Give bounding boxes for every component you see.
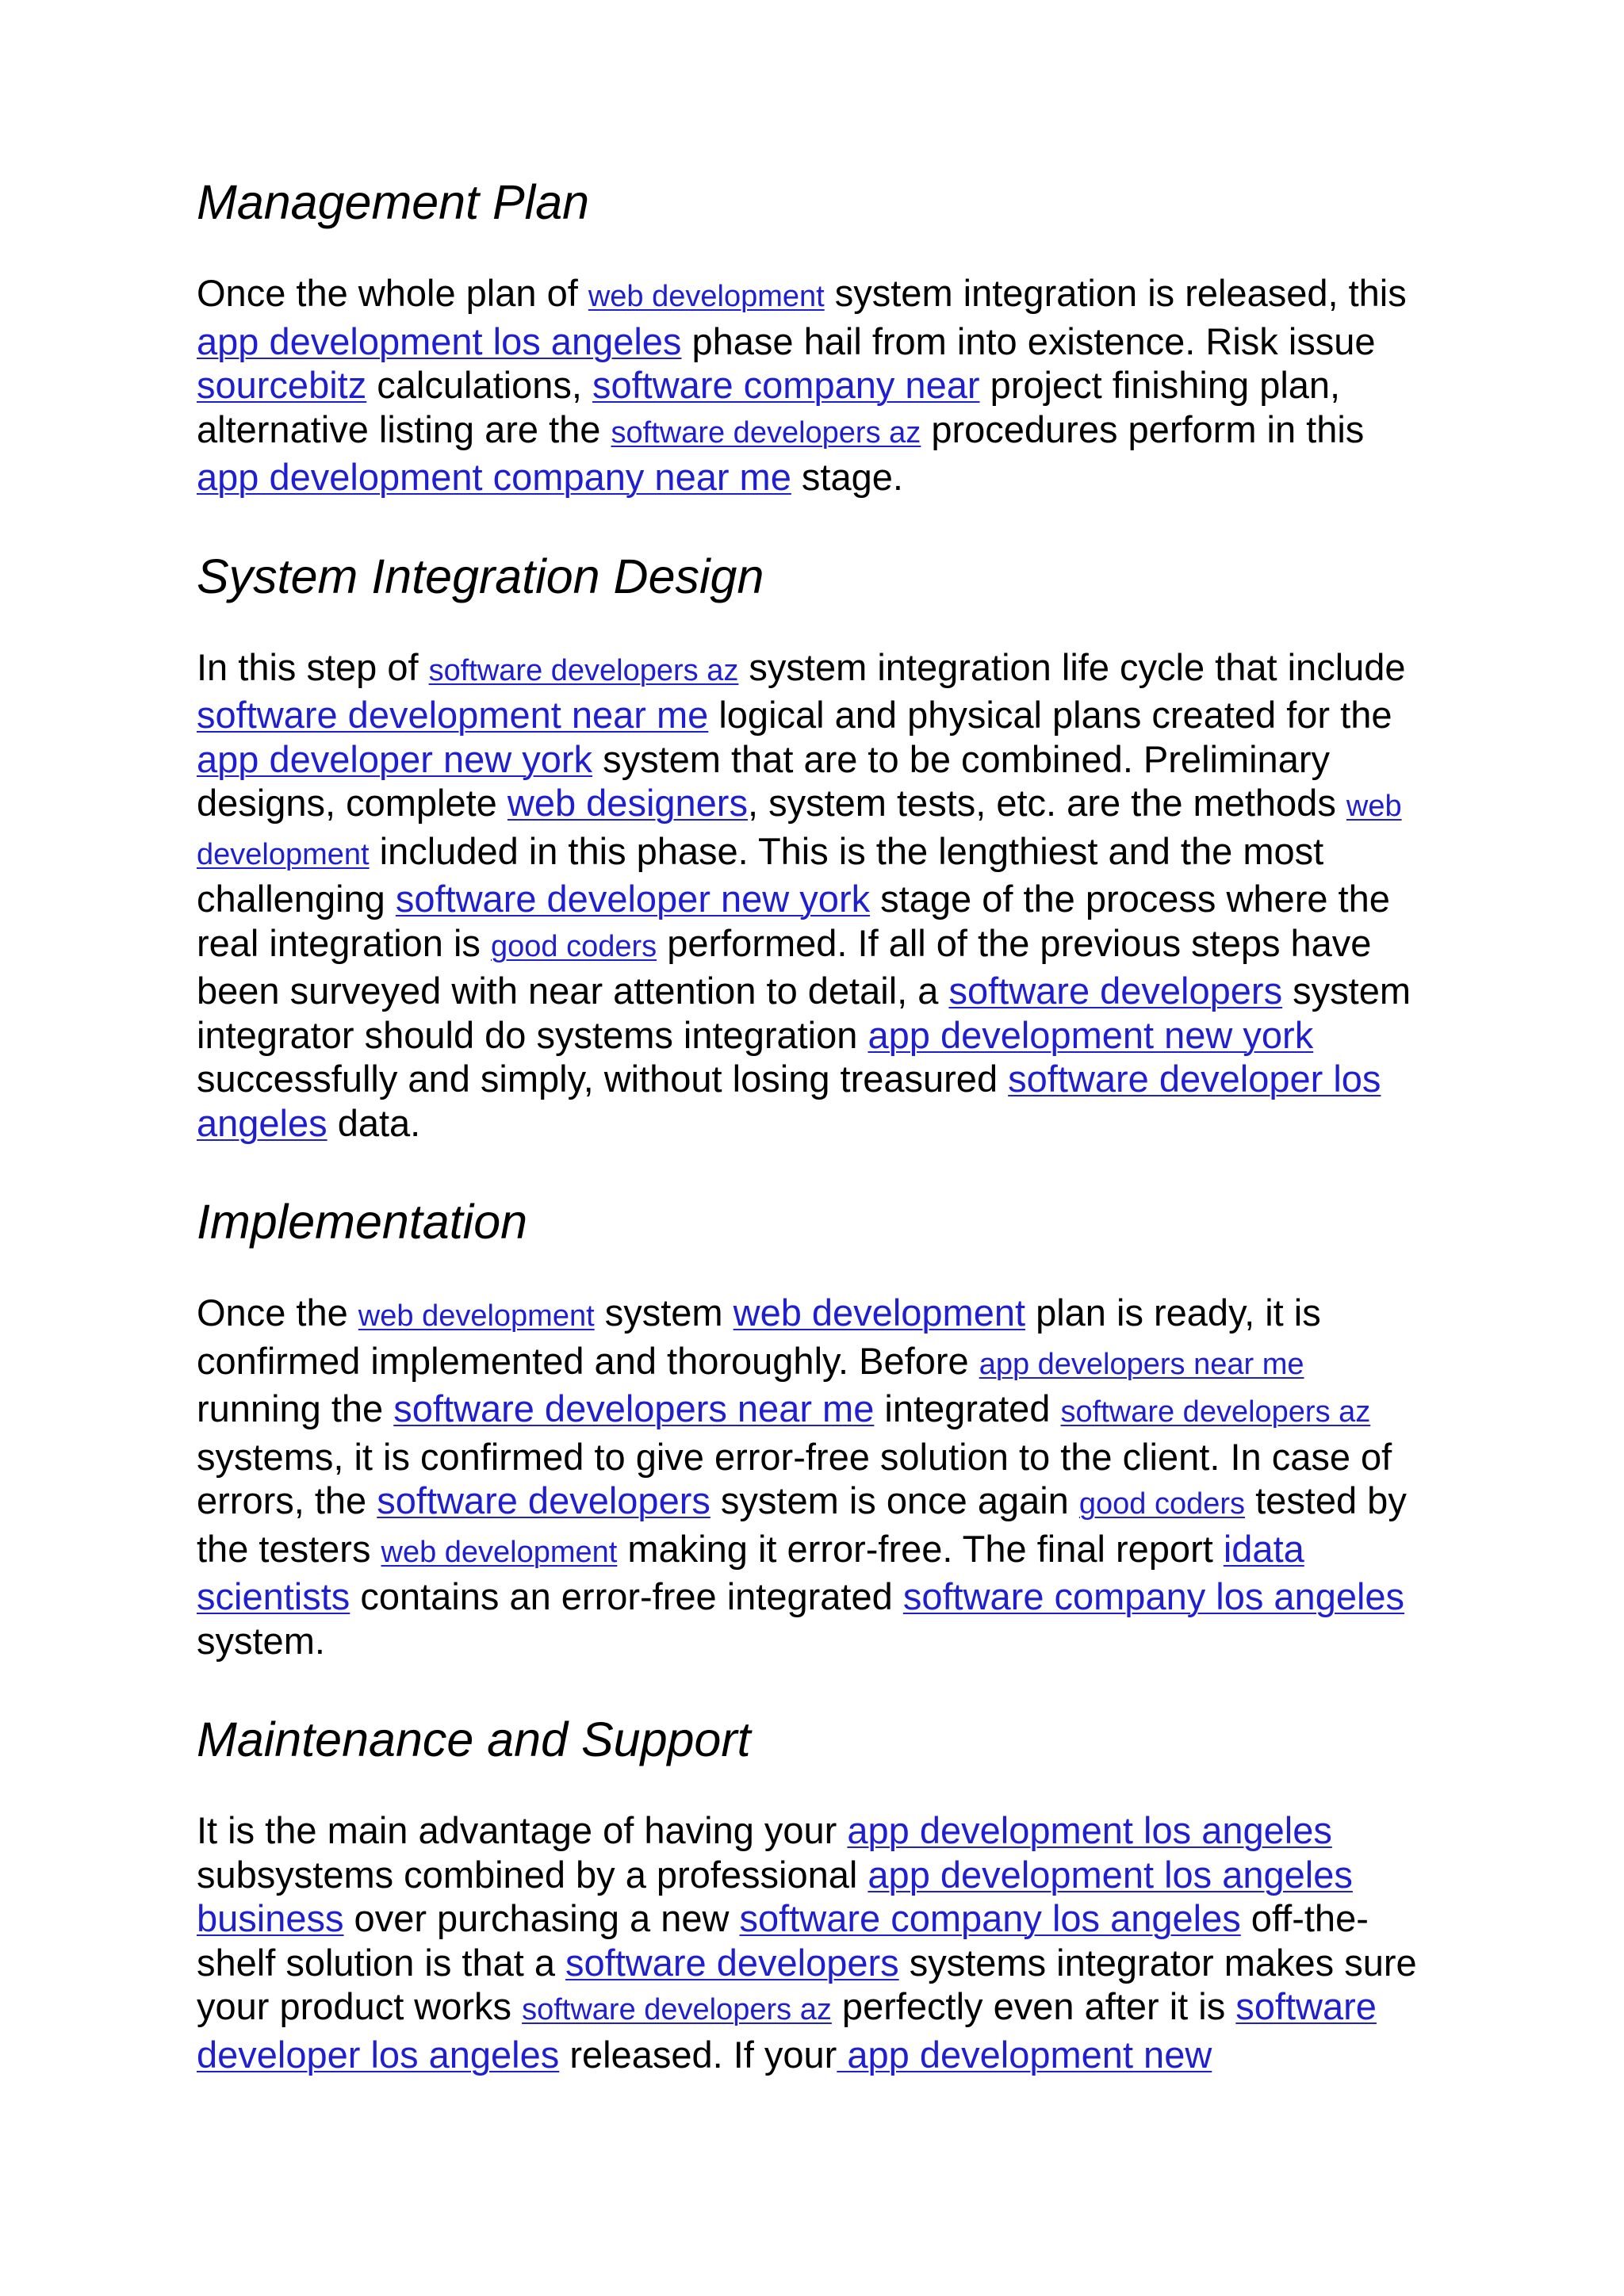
body-text: included in this phase. This is the lengthiest and the most challenging [197,829,1324,920]
body-text: making it error-free. The final report [617,1527,1224,1570]
section-implementation [197,1194,1450,1663]
body-text: plan is ready, it is confirmed implemented and thoroughly. Before [197,1292,1321,1382]
body-text: running the [197,1387,394,1429]
inline-link[interactable]: software development near me [197,694,709,736]
inline-link[interactable]: app development new york [868,1013,1314,1056]
body-text: over purchasing a new [343,1897,740,1939]
body-text: perfectly even after it is [831,1985,1236,2027]
heading-system-integration-design: System Integration Design [197,549,764,603]
body-text: project finishing plan, alternative listing are the [197,364,1341,450]
body-text: data. [327,1101,421,1144]
body-text: contains an error-free integrated [350,1575,903,1617]
inline-link[interactable]: web designers [507,782,748,824]
inline-link[interactable]: app development company near me [197,456,791,498]
inline-link[interactable]: idata scientists [197,1527,1304,1617]
section-management-plan [197,174,1450,499]
inline-link[interactable]: software developers az [611,415,921,450]
inline-link[interactable]: app development new [837,2033,1212,2076]
section-system-integration-design [197,549,1450,1146]
paragraph-management-plan [197,271,1434,499]
body-text: calculations, [366,364,592,406]
body-text: system. [197,1619,325,1662]
paragraph-implementation [197,1291,1434,1663]
inline-link[interactable]: good coders [490,929,657,963]
inline-link[interactable]: software developers [565,1941,899,1984]
body-text: logical and physical plans created for the [708,694,1392,736]
inline-link[interactable]: web development [733,1292,1026,1334]
inline-link[interactable]: web development [358,1299,595,1333]
body-text: stage of the process where the real integration is [197,878,1390,964]
inline-link[interactable]: software developers near me [393,1387,875,1429]
paragraph-system-integration-design [197,645,1434,1146]
body-text: system integrator should do systems integration [197,970,1411,1056]
body-text: procedures perform in this [921,408,1365,450]
inline-link[interactable]: software developer los angeles [197,1985,1377,2076]
paragraph-maintenance-and-support [197,1808,1434,2076]
body-text: system integration life cycle that include [738,645,1406,688]
document-page [197,174,1450,2126]
inline-link[interactable]: software developer new york [395,878,871,920]
body-text: performed. If all of the previous steps have been surveyed with near attention to detail, a [197,921,1372,1012]
body-text: system is once again [710,1479,1079,1521]
inline-link[interactable]: sourcebitz [197,364,367,406]
body-text: It is the main advantage of having your [197,1809,848,1851]
body-text: successfully and simply, without losing treasured [197,1058,1009,1100]
body-text: subsystems combined by a professional [197,1853,868,1896]
inline-link[interactable]: software company near [592,364,980,406]
heading-implementation: Implementation [197,1195,528,1249]
inline-link[interactable]: software developers [948,970,1283,1012]
body-text: system [594,1292,733,1334]
inline-link[interactable]: app developer new york [197,737,593,780]
body-text: stage. [791,456,903,498]
inline-link[interactable]: app developers near me [979,1347,1304,1381]
inline-link[interactable]: web development [381,1535,618,1569]
body-text: phase hail from into existence. Risk issue [681,320,1376,362]
body-text: , system tests, etc. are the methods [747,782,1346,824]
body-text: off-the-shelf solution is that a [197,1897,1369,1984]
section-maintenance-and-support [197,1712,1450,2076]
inline-link[interactable]: software developers az [428,653,739,687]
inline-link[interactable]: app development los angeles [847,1809,1332,1851]
inline-link[interactable]: good coders [1078,1487,1246,1521]
body-text: systems integrator makes sure your product works [197,1941,1417,2027]
body-text: Once the whole plan of [197,272,588,314]
inline-link[interactable]: web development [588,280,825,313]
body-text: integrated [874,1387,1061,1429]
body-text: released. If your [559,2033,837,2076]
inline-link[interactable]: software developers az [522,1993,832,2026]
body-text: system that are to be combined. Preliminary designs, complete [197,737,1330,824]
inline-link[interactable]: software developers az [1060,1395,1371,1429]
body-text: In this step of [197,645,429,688]
heading-management-plan: Management Plan [197,175,590,229]
inline-link[interactable]: web development [197,790,1402,871]
body-text: system integration is released, this [824,272,1407,314]
body-text: tested by the testers [197,1479,1407,1570]
inline-link[interactable]: app development los angeles business [197,1853,1353,1939]
inline-link[interactable]: software company los angeles [739,1897,1241,1939]
inline-link[interactable]: software company los angeles [902,1575,1405,1617]
inline-link[interactable]: app development los angeles [197,320,682,362]
inline-link[interactable]: software developers [377,1479,710,1521]
body-text: systems, it is confirmed to give error-free solution to the client. In case of errors, the [197,1435,1392,1521]
inline-link[interactable]: software developer los angeles [197,1058,1381,1144]
heading-maintenance-and-support: Maintenance and Support [197,1712,751,1766]
body-text: Once the [197,1292,358,1334]
